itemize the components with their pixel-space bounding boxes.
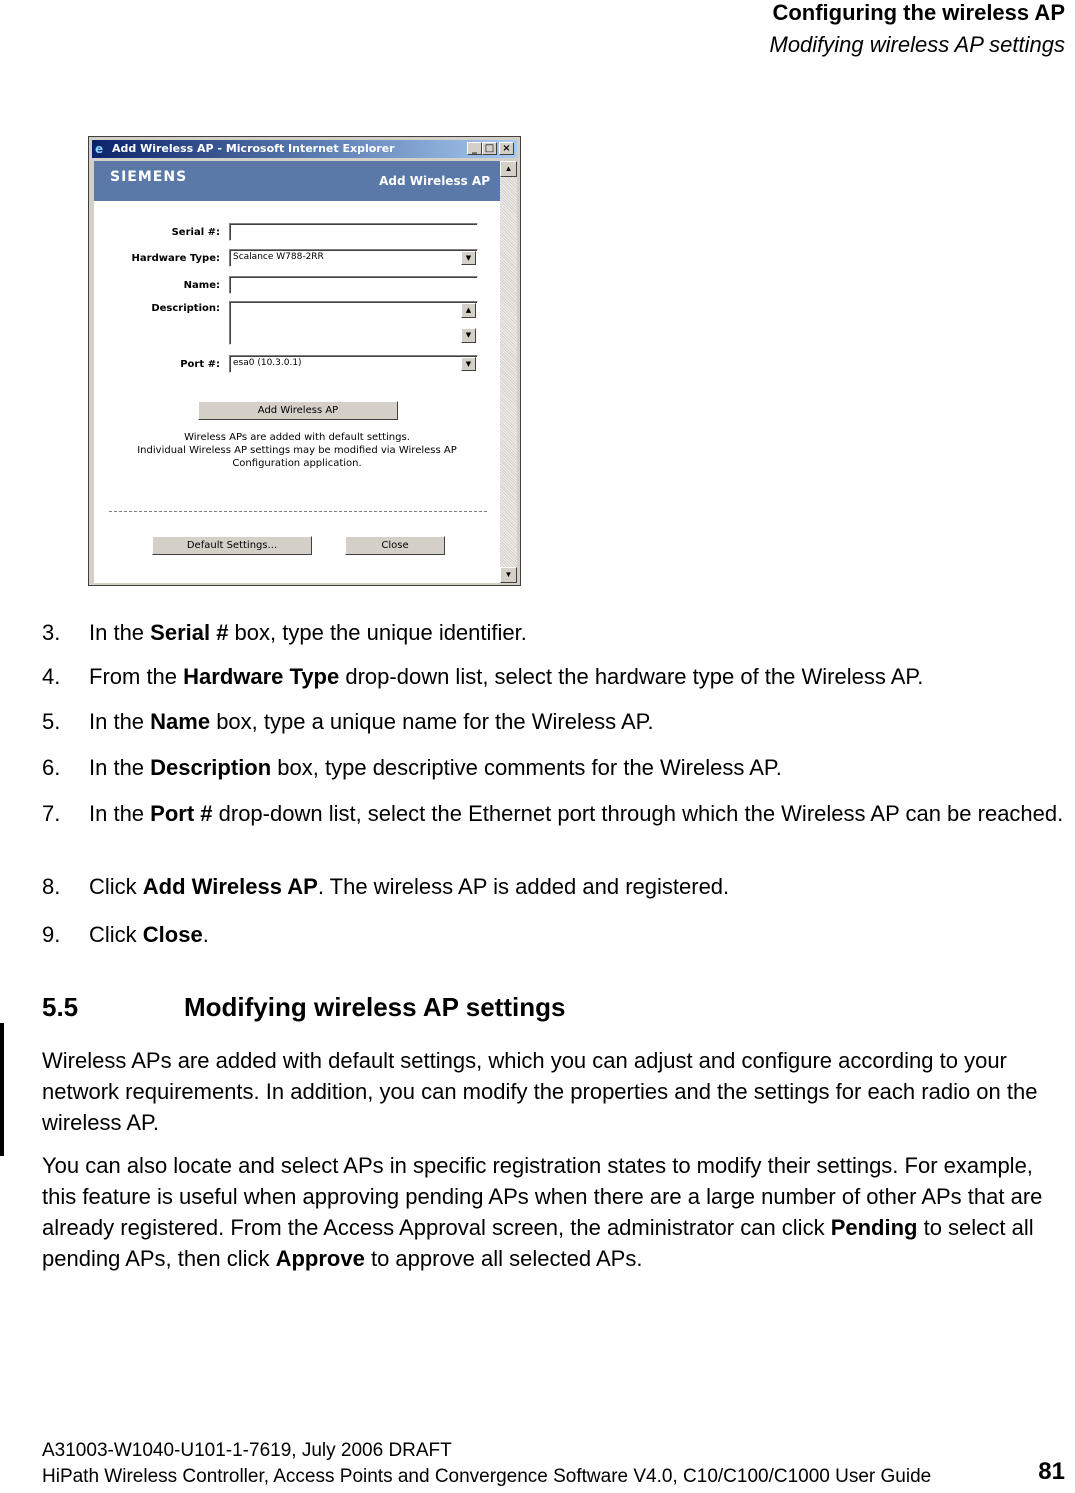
- hardware-type-value: Scalance W788-2RR: [233, 252, 324, 262]
- step-number: 6.: [42, 755, 61, 780]
- hardware-type-label: Hardware Type:: [131, 253, 220, 264]
- banner: [94, 161, 500, 201]
- maximize-icon[interactable]: □: [482, 142, 497, 155]
- step-number: 8.: [42, 874, 61, 899]
- add-wireless-ap-button[interactable]: Add Wireless AP: [198, 401, 398, 420]
- description-textarea[interactable]: [229, 301, 478, 345]
- serial-input[interactable]: [229, 223, 478, 241]
- note-line: Individual Wireless AP settings may be modified via Wireless AP: [137, 445, 457, 456]
- step-text: Click Add Wireless AP. The wireless AP is added and registered.: [89, 874, 730, 899]
- step-number: 7.: [42, 801, 61, 826]
- paragraph: Wireless APs are added with default settings, which you can adjust and configure according to your network requirements. In addition, you can modify the properties and the settings for each radio on the wireless AP.: [42, 1048, 1038, 1135]
- step-number: 3.: [42, 620, 61, 645]
- step-text: Click Close.: [89, 922, 209, 947]
- change-bar: [0, 1023, 4, 1156]
- siemens-logo: SIEMENS: [110, 169, 188, 185]
- window-titlebar: [92, 140, 517, 158]
- name-input[interactable]: [229, 276, 478, 294]
- hardware-type-select[interactable]: [229, 249, 478, 267]
- note-line: Wireless APs are added with default settings.: [184, 432, 410, 443]
- port-value: esa0 (10.3.0.1): [233, 358, 302, 368]
- divider: [109, 511, 487, 512]
- footer-doc-title: HiPath Wireless Controller, Access Points and Convergence Software V4.0, C10/C100/C1000 User Guide: [42, 1466, 932, 1487]
- window-title: Add Wireless AP - Microsoft Internet Explorer: [112, 142, 395, 155]
- close-icon[interactable]: ×: [499, 142, 514, 155]
- port-select[interactable]: [229, 355, 478, 373]
- step-text: In the Port # drop-down list, select the Ethernet port through which the Wireless AP can be reached.: [89, 801, 1064, 826]
- dialog-note: [94, 431, 500, 470]
- section-running-head: Modifying wireless AP settings: [769, 32, 1065, 57]
- default-settings-button[interactable]: Default Settings...: [152, 536, 312, 555]
- step-text: In the Description box, type descriptive comments for the Wireless AP.: [89, 755, 782, 780]
- scroll-up-icon[interactable]: ▲: [461, 303, 476, 318]
- add-wireless-ap-window: [88, 136, 521, 586]
- step-text: From the Hardware Type drop-down list, select the hardware type of the Wireless AP.: [89, 664, 924, 689]
- port-label: Port #:: [180, 359, 220, 370]
- step-number: 9.: [42, 922, 61, 947]
- description-label: Description:: [151, 303, 220, 314]
- close-button[interactable]: Close: [345, 536, 445, 555]
- step-text: In the Name box, type a unique name for the Wireless AP.: [89, 709, 654, 734]
- footer-doc-id: A31003-W1040-U101-1-7619, July 2006 DRAFT: [42, 1440, 452, 1461]
- chapter-title: Configuring the wireless AP: [772, 0, 1065, 25]
- scroll-down-icon[interactable]: ▼: [500, 567, 517, 583]
- step-text: In the Serial # box, type the unique identifier.: [89, 620, 527, 645]
- ie-icon: e: [95, 142, 104, 156]
- minimize-icon[interactable]: _: [467, 142, 482, 155]
- note-line: Configuration application.: [232, 458, 362, 469]
- chevron-down-icon[interactable]: ▼: [461, 251, 476, 265]
- step-number: 4.: [42, 664, 61, 689]
- scroll-down-icon[interactable]: ▼: [461, 328, 476, 343]
- scrollbar[interactable]: [500, 161, 517, 583]
- section-number: 5.5: [42, 992, 79, 1022]
- banner-title: Add Wireless AP: [379, 174, 490, 188]
- paragraph: You can also locate and select APs in specific registration states to modify their settings. For example, this feature is useful when approving pending APs when there are a large number of other APs that are already registered. From the Access Approval screen, the administrator can click Pending to select all pending APs, then click Approve to approve all selected APs.: [42, 1153, 1043, 1271]
- step-number: 5.: [42, 709, 61, 734]
- section-title: Modifying wireless AP settings: [184, 992, 566, 1022]
- name-label: Name:: [183, 280, 220, 291]
- page-number: 81: [1038, 1458, 1065, 1485]
- scroll-up-icon[interactable]: ▲: [500, 161, 517, 177]
- chevron-down-icon[interactable]: ▼: [461, 357, 476, 371]
- serial-label: Serial #:: [171, 227, 220, 238]
- dialog-content: [94, 161, 500, 583]
